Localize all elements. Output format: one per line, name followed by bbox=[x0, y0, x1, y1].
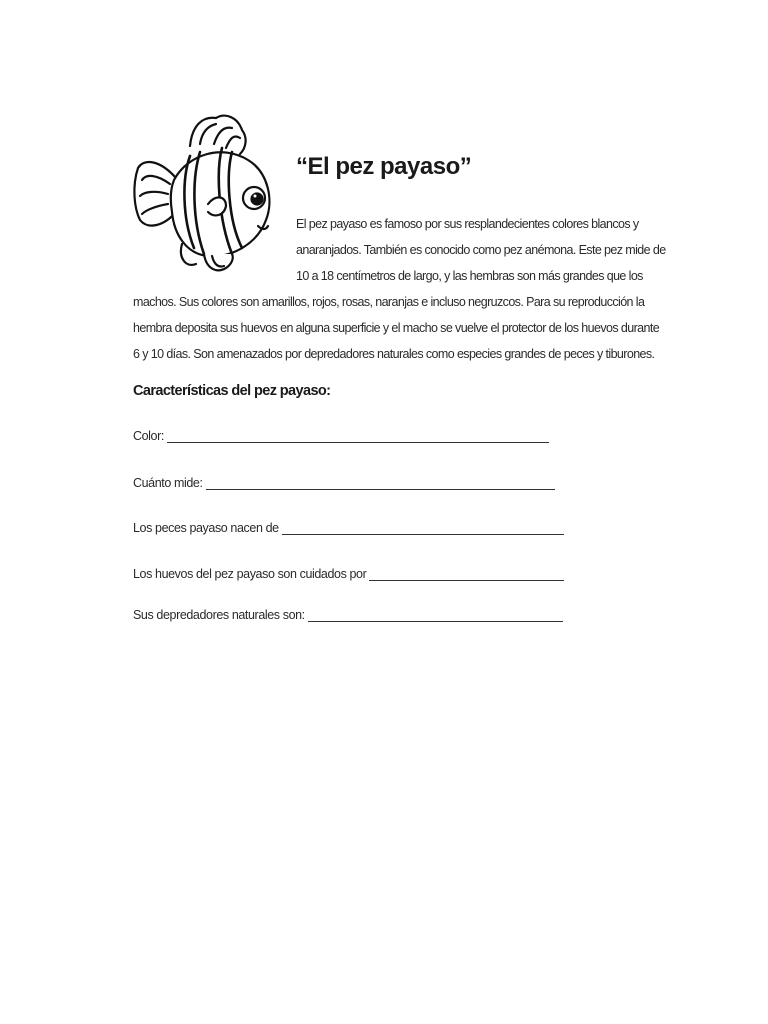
question-label: Sus depredadores naturales son: bbox=[133, 608, 305, 622]
question-predators bbox=[133, 608, 563, 622]
answer-line[interactable] bbox=[369, 567, 564, 581]
answer-line[interactable] bbox=[206, 476, 555, 490]
question-label: Color: bbox=[133, 429, 164, 443]
question-label: Cuánto mide: bbox=[133, 476, 203, 490]
body-line: 6 y 10 días. Son amenazados por depredadores naturales como especies grandes de peces y tiburones. bbox=[133, 347, 655, 361]
answer-line[interactable] bbox=[282, 521, 564, 535]
question-color bbox=[133, 429, 549, 443]
answer-line[interactable] bbox=[308, 608, 563, 622]
question-label: Los peces payaso nacen de bbox=[133, 521, 279, 535]
intro-line: El pez payaso es famoso por sus resplandecientes colores blancos y bbox=[296, 217, 639, 231]
body-line: machos. Sus colores son amarillos, rojos, rosas, naranjas e incluso negruzcos. Para su reproducción la bbox=[133, 295, 645, 309]
intro-line: 10 a 18 centímetros de largo, y las hembras son más grandes que los bbox=[296, 269, 643, 283]
body-paragraph bbox=[133, 289, 673, 367]
question-size bbox=[133, 476, 555, 490]
answer-line[interactable] bbox=[167, 429, 549, 443]
clownfish-illustration bbox=[130, 108, 280, 286]
intro-paragraph bbox=[296, 211, 666, 289]
question-label: Los huevos del pez payaso son cuidados por bbox=[133, 567, 367, 581]
question-born bbox=[133, 521, 564, 535]
question-eggs bbox=[133, 567, 564, 581]
body-line: hembra deposita sus huevos en alguna superficie y el macho se vuelve el protector de los huevos durante bbox=[133, 321, 660, 335]
section-heading: Características del pez payaso: bbox=[133, 383, 331, 399]
intro-line: anaranjados. También es conocido como pez anémona. Este pez mide de bbox=[296, 243, 666, 257]
document-title: “El pez payaso” bbox=[296, 153, 472, 180]
